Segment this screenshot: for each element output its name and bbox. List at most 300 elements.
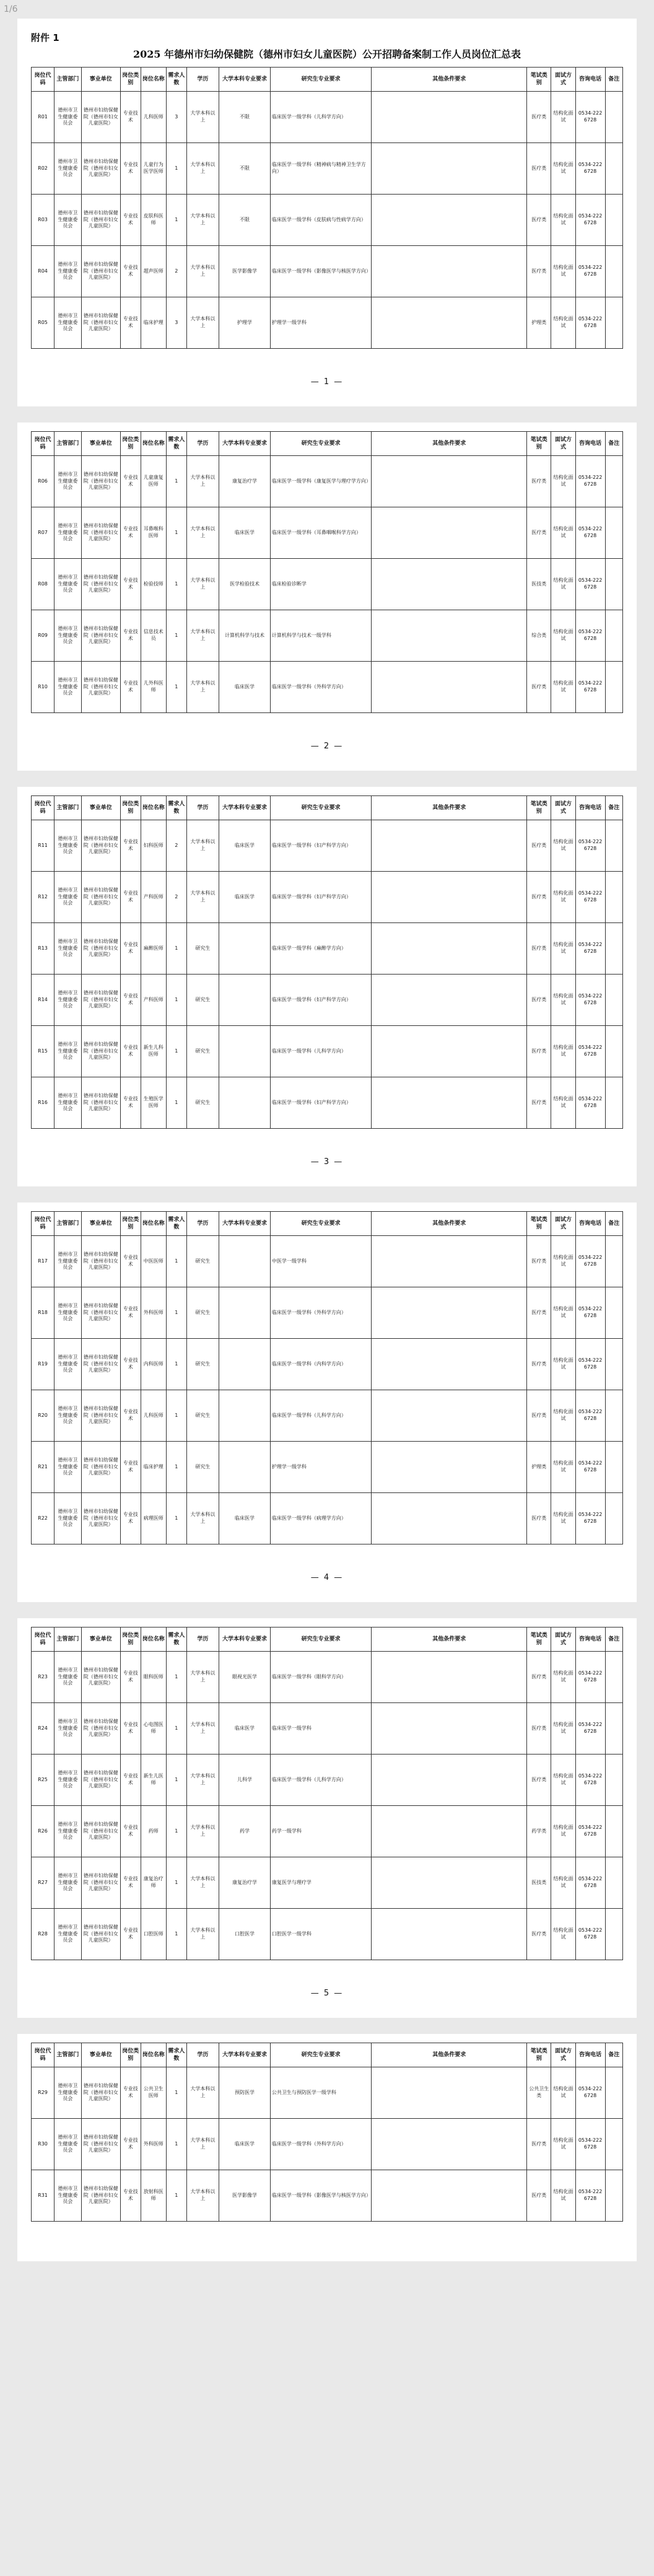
cell-grad: 临床医学一级学科 <box>270 1703 372 1755</box>
cell-other <box>372 2067 527 2119</box>
column-header: 岗位类别 <box>120 68 141 92</box>
cell-edu: 研究生 <box>186 1236 219 1287</box>
cell-exam: 医疗类 <box>527 1493 551 1544</box>
column-header: 咨询电话 <box>575 2043 605 2067</box>
column-header: 备注 <box>605 796 622 820</box>
cell-code: R12 <box>32 872 54 923</box>
cell-name: 新生儿医师 <box>141 1755 166 1806</box>
cell-code: R28 <box>32 1909 54 1960</box>
cell-name: 口腔医师 <box>141 1909 166 1960</box>
cell-num: 1 <box>167 1236 187 1287</box>
cell-code: R21 <box>32 1442 54 1493</box>
cell-grad: 护理学一级学科 <box>270 297 372 349</box>
cell-other <box>372 1703 527 1755</box>
cell-num: 1 <box>167 1806 187 1857</box>
cell-code: R05 <box>32 297 54 349</box>
column-header: 岗位名称 <box>141 68 166 92</box>
cell-grad: 公共卫生与预防医学一级学科 <box>270 2067 372 2119</box>
cell-tel: 0534-2226728 <box>575 662 605 713</box>
cell-exam: 医技类 <box>527 1857 551 1909</box>
cell-other <box>372 820 527 872</box>
cell-exam: 医疗类 <box>527 143 551 195</box>
cell-unit: 德州市妇幼保健院（德州市妇女儿童医院） <box>81 143 120 195</box>
cell-interview: 结构化面试 <box>551 92 575 143</box>
positions-table <box>31 431 623 713</box>
cell-note <box>605 1806 622 1857</box>
cell-note <box>605 610 622 662</box>
cell-note <box>605 1909 622 1960</box>
cell-tel: 0534-2226728 <box>575 1442 605 1493</box>
table-row <box>32 2170 623 2222</box>
column-header: 需求人数 <box>167 1628 187 1652</box>
cell-code: R18 <box>32 1287 54 1339</box>
cell-tel: 0534-2226728 <box>575 297 605 349</box>
cell-code: R16 <box>32 1077 54 1129</box>
page-footer-number: — 5 — <box>310 1989 344 1998</box>
cell-note <box>605 1493 622 1544</box>
column-header: 研究生专业要求 <box>270 432 372 456</box>
cell-other <box>372 1236 527 1287</box>
cell-code: R31 <box>32 2170 54 2222</box>
cell-exam: 医疗类 <box>527 195 551 246</box>
cell-ug: 临床医学 <box>219 2119 271 2170</box>
cell-cat: 专业技术 <box>120 872 141 923</box>
column-header: 咨询电话 <box>575 1212 605 1236</box>
cell-dept: 德州市卫生健康委员会 <box>54 1652 82 1703</box>
column-header: 岗位类别 <box>120 2043 141 2067</box>
cell-grad: 临床医学一级学科（外科学方向） <box>270 1287 372 1339</box>
cell-cat: 专业技术 <box>120 1236 141 1287</box>
cell-cat: 专业技术 <box>120 2170 141 2222</box>
cell-tel: 0534-2226728 <box>575 143 605 195</box>
column-header: 大学本科专业要求 <box>219 1212 271 1236</box>
cell-code: R23 <box>32 1652 54 1703</box>
cell-edu: 大学本科以上 <box>186 2067 219 2119</box>
cell-unit: 德州市妇幼保健院（德州市妇女儿童医院） <box>81 2067 120 2119</box>
cell-dept: 德州市卫生健康委员会 <box>54 2119 82 2170</box>
column-header: 备注 <box>605 1212 622 1236</box>
cell-num: 1 <box>167 1857 187 1909</box>
cell-unit: 德州市妇幼保健院（德州市妇女儿童医院） <box>81 1806 120 1857</box>
cell-unit: 德州市妇幼保健院（德州市妇女儿童医院） <box>81 872 120 923</box>
column-header: 备注 <box>605 2043 622 2067</box>
cell-code: R10 <box>32 662 54 713</box>
cell-note <box>605 143 622 195</box>
positions-table <box>31 1627 623 1960</box>
cell-dept: 德州市卫生健康委员会 <box>54 195 82 246</box>
cell-note <box>605 1755 622 1806</box>
column-header: 面试方式 <box>551 2043 575 2067</box>
column-header: 岗位名称 <box>141 1212 166 1236</box>
cell-ug: 临床医学 <box>219 507 271 559</box>
cell-note <box>605 507 622 559</box>
cell-name: 内科医师 <box>141 1339 166 1390</box>
table-row <box>32 2119 623 2170</box>
cell-unit: 德州市妇幼保健院（德州市妇女儿童医院） <box>81 1703 120 1755</box>
cell-cat: 专业技术 <box>120 195 141 246</box>
cell-unit: 德州市妇幼保健院（德州市妇女儿童医院） <box>81 92 120 143</box>
cell-cat: 专业技术 <box>120 1806 141 1857</box>
table-row <box>32 246 623 297</box>
cell-tel: 0534-2226728 <box>575 872 605 923</box>
cell-interview: 结构化面试 <box>551 872 575 923</box>
column-header: 笔试类别 <box>527 1212 551 1236</box>
cell-other <box>372 923 527 975</box>
cell-name: 儿童康复医师 <box>141 456 166 507</box>
cell-cat: 专业技术 <box>120 1493 141 1544</box>
column-header: 主管部门 <box>54 1628 82 1652</box>
cell-cat: 专业技术 <box>120 1652 141 1703</box>
document-title: 2025 年德州市妇幼保健院（德州市妇女儿童医院）公开招聘备案制工作人员岗位汇总表 <box>133 48 521 60</box>
cell-cat: 专业技术 <box>120 923 141 975</box>
cell-code: R09 <box>32 610 54 662</box>
cell-num: 1 <box>167 1026 187 1077</box>
table-row <box>32 1857 623 1909</box>
column-header: 事业单位 <box>81 432 120 456</box>
cell-exam: 医疗类 <box>527 1703 551 1755</box>
column-header: 其他条件要求 <box>372 1628 527 1652</box>
cell-edu: 大学本科以上 <box>186 456 219 507</box>
cell-interview: 结构化面试 <box>551 246 575 297</box>
cell-edu: 大学本科以上 <box>186 559 219 610</box>
cell-tel: 0534-2226728 <box>575 1026 605 1077</box>
cell-note <box>605 456 622 507</box>
cell-num: 1 <box>167 1703 187 1755</box>
cell-num: 1 <box>167 456 187 507</box>
cell-unit: 德州市妇幼保健院（德州市妇女儿童医院） <box>81 1493 120 1544</box>
cell-ug: 预防医学 <box>219 2067 271 2119</box>
cell-interview: 结构化面试 <box>551 297 575 349</box>
cell-edu: 研究生 <box>186 1442 219 1493</box>
cell-ug: 药学 <box>219 1806 271 1857</box>
cell-interview: 结构化面试 <box>551 820 575 872</box>
cell-name: 儿外科医师 <box>141 662 166 713</box>
cell-name: 麻醉医师 <box>141 923 166 975</box>
table-row <box>32 1755 623 1806</box>
cell-tel: 0534-2226728 <box>575 195 605 246</box>
cell-dept: 德州市卫生健康委员会 <box>54 1755 82 1806</box>
table-row <box>32 820 623 872</box>
column-header: 需求人数 <box>167 1212 187 1236</box>
cell-interview: 结构化面试 <box>551 2119 575 2170</box>
cell-name: 新生儿科医师 <box>141 1026 166 1077</box>
cell-name: 信息技术员 <box>141 610 166 662</box>
cell-dept: 德州市卫生健康委员会 <box>54 1390 82 1442</box>
cell-unit: 德州市妇幼保健院（德州市妇女儿童医院） <box>81 246 120 297</box>
cell-grad: 临床医学一级学科（影像医学与核医学方向） <box>270 2170 372 2222</box>
cell-edu: 大学本科以上 <box>186 662 219 713</box>
cell-tel: 0534-2226728 <box>575 975 605 1026</box>
column-header: 其他条件要求 <box>372 68 527 92</box>
column-header: 事业单位 <box>81 2043 120 2067</box>
column-header: 岗位代码 <box>32 68 54 92</box>
cell-note <box>605 2067 622 2119</box>
cell-name: 中医医师 <box>141 1236 166 1287</box>
table-row <box>32 1909 623 1960</box>
cell-tel: 0534-2226728 <box>575 92 605 143</box>
cell-dept: 德州市卫生健康委员会 <box>54 1442 82 1493</box>
cell-note <box>605 923 622 975</box>
cell-unit: 德州市妇幼保健院（德州市妇女儿童医院） <box>81 610 120 662</box>
column-header: 主管部门 <box>54 68 82 92</box>
cell-unit: 德州市妇幼保健院（德州市妇女儿童医院） <box>81 1755 120 1806</box>
table-row <box>32 456 623 507</box>
cell-grad: 临床医学一级学科（耳鼻咽喉科学方向） <box>270 507 372 559</box>
column-header: 需求人数 <box>167 68 187 92</box>
cell-code: R19 <box>32 1339 54 1390</box>
cell-grad: 临床医学一级学科（康复医学与理疗学方向） <box>270 456 372 507</box>
cell-code: R26 <box>32 1806 54 1857</box>
cell-note <box>605 1390 622 1442</box>
cell-name: 眼科医师 <box>141 1652 166 1703</box>
column-header: 备注 <box>605 68 622 92</box>
cell-tel: 0534-2226728 <box>575 559 605 610</box>
cell-num: 1 <box>167 507 187 559</box>
cell-grad: 临床医学一级学科（儿科学方向） <box>270 1390 372 1442</box>
cell-cat: 专业技术 <box>120 1390 141 1442</box>
cell-edu: 大学本科以上 <box>186 195 219 246</box>
cell-note <box>605 1703 622 1755</box>
document-page <box>17 423 637 771</box>
cell-num: 1 <box>167 1077 187 1129</box>
document-page <box>17 2034 637 2261</box>
cell-code: R20 <box>32 1390 54 1442</box>
cell-grad: 药学一级学科 <box>270 1806 372 1857</box>
cell-cat: 专业技术 <box>120 246 141 297</box>
cell-exam: 医疗类 <box>527 975 551 1026</box>
table-row <box>32 92 623 143</box>
cell-ug <box>219 1442 271 1493</box>
column-header: 大学本科专业要求 <box>219 1628 271 1652</box>
cell-grad: 计算机科学与技术一级学科 <box>270 610 372 662</box>
cell-other <box>372 2119 527 2170</box>
cell-cat: 专业技术 <box>120 1442 141 1493</box>
cell-code: R13 <box>32 923 54 975</box>
cell-cat: 专业技术 <box>120 143 141 195</box>
cell-ug <box>219 975 271 1026</box>
cell-cat: 专业技术 <box>120 1909 141 1960</box>
document-pages <box>0 19 654 2261</box>
cell-exam: 医疗类 <box>527 872 551 923</box>
cell-unit: 德州市妇幼保健院（德州市妇女儿童医院） <box>81 2170 120 2222</box>
cell-code: R27 <box>32 1857 54 1909</box>
cell-dept: 德州市卫生健康委员会 <box>54 297 82 349</box>
cell-code: R01 <box>32 92 54 143</box>
cell-exam: 医疗类 <box>527 1909 551 1960</box>
cell-ug <box>219 1077 271 1129</box>
cell-note <box>605 1026 622 1077</box>
cell-unit: 德州市妇幼保健院（德州市妇女儿童医院） <box>81 1909 120 1960</box>
column-header: 需求人数 <box>167 796 187 820</box>
cell-name: 超声医师 <box>141 246 166 297</box>
table-row <box>32 2067 623 2119</box>
cell-tel: 0534-2226728 <box>575 1493 605 1544</box>
cell-num: 1 <box>167 2119 187 2170</box>
cell-grad: 临床医学一级学科（外科学方向） <box>270 662 372 713</box>
document-page <box>17 19 637 406</box>
column-header: 咨询电话 <box>575 68 605 92</box>
cell-num: 1 <box>167 1390 187 1442</box>
table-row <box>32 559 623 610</box>
table-row <box>32 297 623 349</box>
cell-grad: 临床检验诊断学 <box>270 559 372 610</box>
cell-num: 1 <box>167 1287 187 1339</box>
cell-interview: 结构化面试 <box>551 1026 575 1077</box>
cell-code: R17 <box>32 1236 54 1287</box>
cell-exam: 护理类 <box>527 297 551 349</box>
cell-grad: 临床医学一级学科（病理学方向） <box>270 1493 372 1544</box>
cell-note <box>605 1442 622 1493</box>
column-header: 其他条件要求 <box>372 2043 527 2067</box>
cell-other <box>372 195 527 246</box>
cell-other <box>372 1442 527 1493</box>
column-header: 研究生专业要求 <box>270 796 372 820</box>
table-row <box>32 195 623 246</box>
cell-note <box>605 2119 622 2170</box>
cell-dept: 德州市卫生健康委员会 <box>54 1703 82 1755</box>
table-row <box>32 1287 623 1339</box>
cell-edu: 研究生 <box>186 1026 219 1077</box>
cell-interview: 结构化面试 <box>551 1493 575 1544</box>
table-row <box>32 923 623 975</box>
column-header: 面试方式 <box>551 1212 575 1236</box>
cell-exam: 医疗类 <box>527 1339 551 1390</box>
cell-ug: 临床医学 <box>219 662 271 713</box>
page-footer-number: — 1 — <box>310 377 344 387</box>
cell-dept: 德州市卫生健康委员会 <box>54 1077 82 1129</box>
cell-grad: 临床医学一级学科（精神病与精神卫生学方向） <box>270 143 372 195</box>
cell-interview: 结构化面试 <box>551 507 575 559</box>
cell-num: 1 <box>167 2170 187 2222</box>
cell-interview: 结构化面试 <box>551 195 575 246</box>
cell-ug: 临床医学 <box>219 820 271 872</box>
cell-interview: 结构化面试 <box>551 1703 575 1755</box>
column-header: 主管部门 <box>54 1212 82 1236</box>
cell-dept: 德州市卫生健康委员会 <box>54 507 82 559</box>
cell-tel: 0534-2226728 <box>575 1652 605 1703</box>
column-header: 研究生专业要求 <box>270 2043 372 2067</box>
cell-interview: 结构化面试 <box>551 1857 575 1909</box>
column-header: 岗位类别 <box>120 1628 141 1652</box>
column-header: 岗位类别 <box>120 1212 141 1236</box>
cell-exam: 医疗类 <box>527 820 551 872</box>
cell-tel: 0534-2226728 <box>575 1806 605 1857</box>
table-row <box>32 975 623 1026</box>
cell-exam: 医疗类 <box>527 246 551 297</box>
table-row <box>32 662 623 713</box>
cell-unit: 德州市妇幼保健院（德州市妇女儿童医院） <box>81 923 120 975</box>
cell-exam: 医疗类 <box>527 923 551 975</box>
cell-exam: 医疗类 <box>527 92 551 143</box>
cell-edu: 大学本科以上 <box>186 610 219 662</box>
cell-edu: 研究生 <box>186 1287 219 1339</box>
cell-num: 1 <box>167 610 187 662</box>
cell-edu: 大学本科以上 <box>186 1857 219 1909</box>
cell-unit: 德州市妇幼保健院（德州市妇女儿童医院） <box>81 1390 120 1442</box>
column-header: 学历 <box>186 68 219 92</box>
column-header: 面试方式 <box>551 432 575 456</box>
cell-dept: 德州市卫生健康委员会 <box>54 610 82 662</box>
cell-ug <box>219 1287 271 1339</box>
cell-grad: 临床医学一级学科（影像医学与核医学方向） <box>270 246 372 297</box>
cell-num: 3 <box>167 297 187 349</box>
cell-cat: 专业技术 <box>120 1755 141 1806</box>
cell-tel: 0534-2226728 <box>575 1909 605 1960</box>
document-page <box>17 1203 637 1602</box>
cell-exam: 护理类 <box>527 1442 551 1493</box>
cell-grad: 中医学一级学科 <box>270 1236 372 1287</box>
cell-interview: 结构化面试 <box>551 1390 575 1442</box>
cell-name: 儿科医师 <box>141 1390 166 1442</box>
cell-grad: 临床医学一级学科（妇产科学方向） <box>270 872 372 923</box>
cell-note <box>605 1077 622 1129</box>
cell-ug: 不限 <box>219 195 271 246</box>
cell-ug: 康复治疗学 <box>219 456 271 507</box>
cell-unit: 德州市妇幼保健院（德州市妇女儿童医院） <box>81 456 120 507</box>
page-footer-number: — 2 — <box>310 742 344 751</box>
cell-exam: 医技类 <box>527 559 551 610</box>
cell-edu: 研究生 <box>186 1077 219 1129</box>
cell-tel: 0534-2226728 <box>575 507 605 559</box>
column-header: 笔试类别 <box>527 796 551 820</box>
column-header: 岗位代码 <box>32 432 54 456</box>
cell-tel: 0534-2226728 <box>575 1390 605 1442</box>
cell-other <box>372 1755 527 1806</box>
cell-edu: 大学本科以上 <box>186 1806 219 1857</box>
cell-grad: 临床医学一级学科（外科学方向） <box>270 2119 372 2170</box>
cell-name: 妇科医师 <box>141 820 166 872</box>
cell-unit: 德州市妇幼保健院（德州市妇女儿童医院） <box>81 820 120 872</box>
cell-ug: 康复治疗学 <box>219 1857 271 1909</box>
cell-unit: 德州市妇幼保健院（德州市妇女儿童医院） <box>81 1236 120 1287</box>
cell-edu: 研究生 <box>186 923 219 975</box>
cell-interview: 结构化面试 <box>551 559 575 610</box>
cell-interview: 结构化面试 <box>551 1339 575 1390</box>
cell-dept: 德州市卫生健康委员会 <box>54 1806 82 1857</box>
column-header: 需求人数 <box>167 2043 187 2067</box>
cell-interview: 结构化面试 <box>551 610 575 662</box>
cell-grad: 口腔医学一级学科 <box>270 1909 372 1960</box>
cell-grad: 临床医学一级学科（内科学方向） <box>270 1339 372 1390</box>
cell-cat: 专业技术 <box>120 2067 141 2119</box>
column-header: 岗位类别 <box>120 796 141 820</box>
cell-name: 儿科医师 <box>141 92 166 143</box>
cell-other <box>372 610 527 662</box>
cell-num: 2 <box>167 820 187 872</box>
cell-edu: 大学本科以上 <box>186 2119 219 2170</box>
cell-cat: 专业技术 <box>120 559 141 610</box>
column-header: 岗位名称 <box>141 796 166 820</box>
column-header: 咨询电话 <box>575 1628 605 1652</box>
cell-name: 临床护理 <box>141 297 166 349</box>
cell-code: R29 <box>32 2067 54 2119</box>
cell-edu: 研究生 <box>186 1390 219 1442</box>
cell-code: R11 <box>32 820 54 872</box>
cell-interview: 结构化面试 <box>551 1236 575 1287</box>
cell-tel: 0534-2226728 <box>575 2170 605 2222</box>
cell-interview: 结构化面试 <box>551 143 575 195</box>
cell-ug: 临床医学 <box>219 1703 271 1755</box>
cell-dept: 德州市卫生健康委员会 <box>54 820 82 872</box>
cell-note <box>605 1287 622 1339</box>
cell-interview: 结构化面试 <box>551 1442 575 1493</box>
cell-dept: 德州市卫生健康委员会 <box>54 1493 82 1544</box>
cell-grad: 临床医学一级学科（麻醉学方向） <box>270 923 372 975</box>
cell-unit: 德州市妇幼保健院（德州市妇女儿童医院） <box>81 297 120 349</box>
cell-grad: 临床医学一级学科（儿科学方向） <box>270 92 372 143</box>
cell-dept: 德州市卫生健康委员会 <box>54 456 82 507</box>
column-header: 研究生专业要求 <box>270 1628 372 1652</box>
